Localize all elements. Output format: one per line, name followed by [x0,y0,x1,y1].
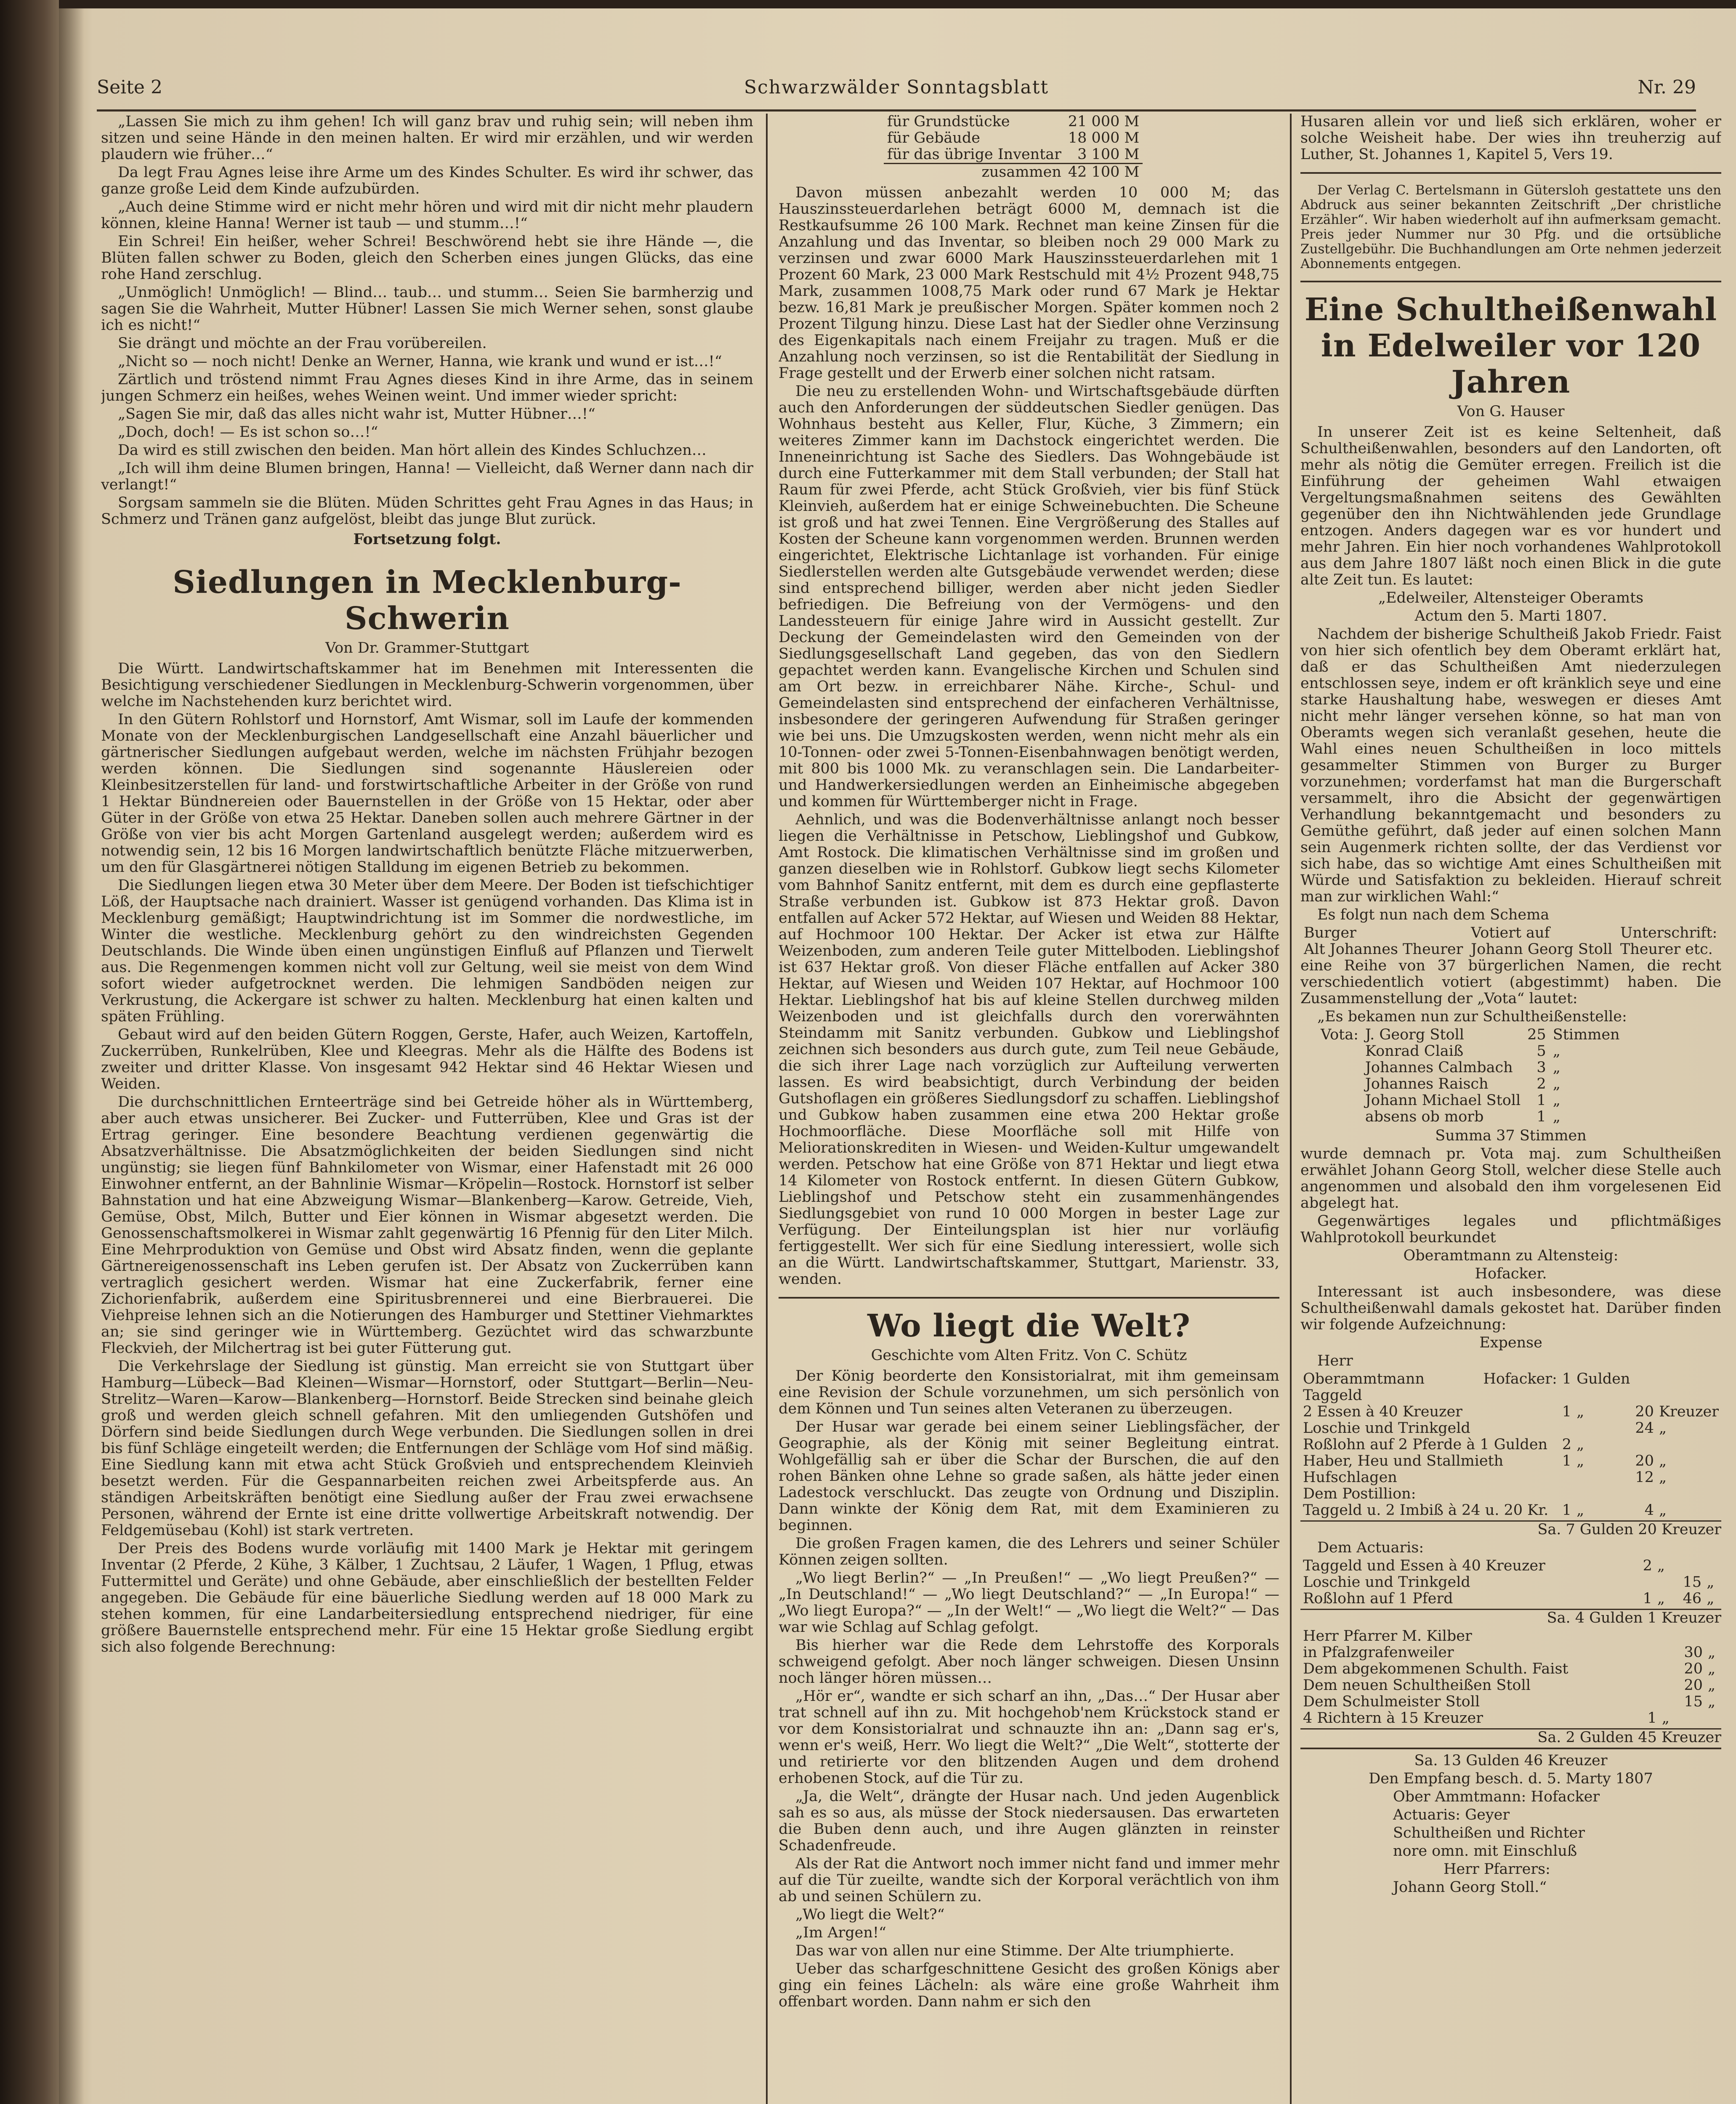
cost-gulden-unit [1655,1574,1672,1591]
table-row [1300,1644,1721,1661]
paragraph: Ein Schrei! Ein heißer, weher Schrei! Beschwörend hebt sie ihre Hände —, die Blüten fallen schwer zu Boden, gleich den Scherben eines jungen Glücks, das eine rohe Hand zerschlug. [101,233,753,283]
paragraph: Die neu zu erstellenden Wohn- und Wirtschaftsgebäude dürften auch den Anforderungen der süddeutschen Siedler genügen. Das Wohnhaus besteht aus Keller, Flur, Küche, 3 Zimmern; ein weiteres Zimmer kann im Dachstock eingerichtet werden. Die Inneneinrichtung ist Sache des Siedlers. Das Wohngebäude ist durch eine Futterkammer mit dem Stall verbunden; der Stall hat Raum für zwei Pferde, acht Stück Großvieh, vier bis fünf Stück Kleinvieh, außerdem hat er einige Schweinebuchten. Die Scheune ist groß und hat zwei Tennen. Eine Vergrößerung des Stalles auf Kosten der Scheune kann vorgenommen werden. Brunnen werden eingerichtet, Elektrische Lichtanlage ist vorhanden. Für einige Siedlerstellen werden alte Gutsgebäude verwendet werden; diese sind entsprechend billiger, werden aber nicht jeden Siedler befriedigen. Die Befreiung von der Vermögens- und den Landessteuern für einige Jahre wird in Aussicht gestellt. Zur Deckung der Gemeindelasten wird den Gemeinden von der Siedlungsgesellschaft Land gegeben, das von den Siedlern gepachtet werden kann. Evangelische Kirchen und Schulen sind am Ort bezw. in erreichbarer Nähe. Kirche-, Schul- und Gemeindelasten sind entsprechend der einfacheren Verhältnisse, insbesondere der geringeren Aufwendung für Straßen geringer wie bei uns. Die Umzugskosten werden, wenn nicht mehr als ein 10-Tonnen- oder zwei 5-Tonnen-Eisenbahnwagen benötigt werden, mit 800 bis 1000 Mk. zu veranschlagen sein. Die Landarbeiter- und Handwerkersiedlungen werden an Einheimische abgegeben und kommen für Württemberger nicht in Frage. [779,383,1279,810]
cost-gulden-unit [1659,1644,1675,1661]
schema-head: Burger [1304,924,1356,941]
signature-line: Herr Pfarrers: [1444,1861,1550,1878]
cost-kreuzer-unit: „ [1659,1469,1667,1486]
column-2 [779,114,1279,2104]
issue-number: Nr. 29 [1638,77,1696,98]
paragraph: „Doch, doch! — Es ist schon so…!“ [118,424,378,441]
cost-item: Taggeld u. 2 Imbiß à 24 u. 20 Kr. [1303,1502,1549,1519]
cost-gulden: 1 [1562,1453,1572,1469]
calc-label: für das übrige Inventar [887,146,1061,163]
schema-head: Unterschrift: [1620,924,1717,941]
paragraph: Der Preis des Bodens wurde vorläufig mit 1400 Mark je Hektar mit geringem Inventar (2 Pferde, 2 Kühe, 3 Kälber, 1 Zuchtsau, 2 Läufer, 1 Wagen, 1 Pflug, etwas Futtermittel und Geräte) und ohne Gebäude, aber einschließlich der bestellten Felder angegeben. Die Gebäude für eine bäuerliche Siedlung werden auf 18 000 Mark zu stehen kommen, für eine Landarbeitersiedlung entsprechend niedriger, für eine größere Bauernstelle entsprechend mehr. Für eine 15 Hektar große Siedlung ergibt sich also folgende Berechnung: [101,1540,753,1655]
cost-gulden-unit [1574,1486,1632,1502]
table-row [1300,1574,1721,1591]
table-row [1300,1558,1721,1574]
vote-count: 1 [1537,1092,1546,1109]
table-row [1300,1694,1721,1710]
cost-calculation-table [884,114,1143,181]
paragraph: eine Reihe von 37 bürgerlichen Namen, die recht verschiedentlich votiert (abgestimmt) haben. Die Zusammenstellung der „Vota“ lautet: [1300,957,1721,1007]
paragraph: Davon müssen anbezahlt werden 10 000 M; das Hauszinssteuerdarlehen beträgt 6000 M, demnach ist die Restkaufsumme 26 100 Mark. Rechnet man keine Zinsen für die Anzahlung und das Inventar, so bleiben noch 29 000 Mark zu verzinsen und zwar 6000 Mark Hauszinssteuerdarlehen mit 1 Prozent 60 Mark, 23 000 Mark Restschuld mit 4½ Prozent 948,75 Mark, zusammen 1008,75 Mark oder rund 67 Mark je Hektar bezw. 16,81 Mark je preußischer Morgen. Später kommen noch 2 Prozent Tilgung hinzu. Diese Last hat der Siedler ohne Verzinsung des Eigenkapitals nach einem Freijahr zu tragen. Muß er die Anzahlung noch verzinsen, so ist die Rentabilität der Siedlung in Frage gestellt und der Erwerb einer solchen nicht ratsam. [779,184,1279,382]
cost-kreuzer-unit: „ [1659,1420,1667,1437]
book-binding-edge [0,0,59,2104]
cost-gulden-unit [1659,1677,1675,1694]
table-row [1300,941,1721,958]
cost-gulden-unit [1574,1469,1632,1486]
cost-gulden [1641,1694,1659,1710]
expense-herr: Herr [1317,1352,1353,1369]
signature-line: Schultheißen und Richter [1393,1825,1585,1841]
cost-kreuzer-unit: „ [1707,1693,1716,1710]
vote-unit: Stimmen [1553,1026,1620,1043]
paragraph: In den Gütern Rohlstorf und Hornstorf, Amt Wismar, soll im Laufe der kommenden Monate von der Mecklenburgischen Landgesellschaft eine Anzahl bäuerlicher und gärtnerischer Siedlungen aufgebaut werden, welche im nächsten Frühjahr bezogen werden können. Die Siedlungen sind sogenannte Häuslereien oder Kleinbesitzerstellen für land- und forstwirtschaftliche Arbeiter in der Größe von rund 1 Hektar Bündnereien oder Bauernstellen in der Größe von 15 Hektar, oder aber Güter in der Größe von etwa 25 Hektar. Daneben sollen auch mehrere Gärtner in der Größe von vier bis acht Morgen Gartenland ausgelegt werden; außerdem wird es notwendig sein, 12 bis 16 Morgen landwirtschaftlich benützte Fläche mitzuerwerben, um den für Glasgärtnerei nötigen Stalldung im eigenen Betrieb zu bekommen. [101,711,753,876]
cost-gulden-unit: „ [1576,1453,1584,1469]
cost-kreuzer: 20 [1684,1660,1703,1677]
paragraph: „Wo liegt die Welt?“ [795,1906,945,1923]
signature-block [1300,1789,1721,1896]
table-row [1300,1371,1721,1404]
vote-count: 25 [1527,1026,1546,1043]
paragraph: „Unmöglich! Unmöglich! — Blind… taub… und stumm… Seien Sie barmherzig und sagen Sie die Wahrheit, Mutter Hübner! Lassen Sie mich Werner sehen, sonst glaube ich es nicht!“ [101,284,753,334]
cost-gulden [1560,1469,1574,1486]
paragraph: „Auch deine Stimme wird er nicht mehr hören und wird mit dir nicht mehr plaudern können, kleine Hanna! Werner ist taub — und stumm…!“ [101,199,753,232]
cost-kreuzer: 30 [1684,1644,1703,1661]
schema-cell: Theurer etc. [1620,941,1713,958]
paragraph: „Wo liegt Berlin?“ — „In Preußen!“ — „Wo liegt Preußen?“ — „In Deutschland!“ — „Wo liegt Deutschland?“ — „In Europa!“ — „Wo liegt Europa?“ — „In der Welt!“ — „Wo liegt die Welt?“ — Das war wie Schlag auf Schlag gefolgt. [779,1570,1279,1636]
vote-name: Johannes Calmbach [1365,1059,1513,1076]
paragraph: Die Siedlungen liegen etwa 30 Meter über dem Meere. Der Boden ist tiefschichtiger Löß, der Hauptsache nach drainiert. Wasser ist genügend vorhanden. Das Klima ist in Mecklenburg gemäßigt; Hauptwindrichtung ist im Sommer die nordwestliche, im Winter die westliche. Mecklenburg gehört zu den windreichsten Gegenden Deutschlands. Die Winde üben einen ungünstigen Einfluß auf Pflanzen und Tierwelt aus. Die Regenmengen kommen nicht voll zur Geltung, weil sie meist von dem Wind sofort wieder aufgetrocknet werden. Die lehmigen Sandböden neigen zur Verkrustung, die Ackergare ist schwer zu halten. Mecklenburg hat einen kalten und späten Frühling. [101,877,753,1025]
receipt-line: Den Empfang besch. d. 5. Marty 1807 [1369,1770,1653,1787]
cost-kreuzer-unit: Kreuzer [1659,1403,1719,1420]
votes-intro: „Es bekamen nun zur Schultheißenstelle: [1317,1008,1627,1025]
paragraph: Interessant ist auch insbesondere, was diese Schultheißenwahl damals gekostet hat. Darüber finden wir folgende Aufzeichnung: [1300,1283,1721,1333]
vote-name: absens ob morb [1365,1108,1484,1125]
paragraph: Zärtlich und tröstend nimmt Frau Agnes dieses Kind in ihre Arme, das in seinem jungen Schmerz ein heißes, wehes Weinen weint. Und immer wieder spricht: [101,371,753,404]
table-row [1300,1661,1721,1677]
paragraph: Sorgsam sammeln sie die Blüten. Müden Schrittes geht Frau Agnes in das Haus; in Schmerz und Tränen ganz aufgelöst, bleibt das junge Blut zurück. [101,494,753,528]
calc-total-value: 42 100 M [1068,164,1140,181]
paragraph: Das war von allen nur eine Stimme. Der Alte triumphierte. [795,1942,1234,1959]
calc-label: für Grundstücke [887,114,1010,130]
vote-name: Johannes Raisch [1365,1076,1489,1092]
paragraph: Der König beorderte den Konsistorialrat, mit ihm gemeinsam eine Revision der Schule vorzunehmen, um sich persönlich von dem Können und Tun seines alten Veteranen zu überzeugen. [779,1368,1279,1417]
cost-gulden [1641,1628,1659,1644]
paragraph: Da wird es still zwischen den beiden. Man hört allein des Kindes Schluchzen… [118,442,707,459]
masthead-title: Schwarzwälder Sonntagsblatt [744,77,1049,98]
cost-gulden [1560,1420,1574,1437]
expense-table-1 [1300,1371,1721,1519]
cost-kreuzer: 20 [1635,1453,1654,1469]
signature-line: Johann Georg Stoll.“ [1393,1879,1547,1896]
cost-kreuzer [1632,1486,1656,1502]
cost-kreuzer: 15 [1684,1693,1703,1710]
table-row [1317,1027,1623,1043]
table-row [1300,1453,1721,1469]
vote-count: 5 [1537,1043,1546,1060]
article-title-wo-liegt-die-welt: Wo liegt die Welt? [867,1308,1191,1344]
cost-gulden: 2 [1643,1557,1652,1574]
paragraph: Ueber das scharfgeschnittene Gesicht des großen Königs aber ging ein feines Lächeln: als wäre eine große Wahrheit ihm offenbart worden. Dann nahm er sich den [779,1961,1279,2010]
cost-item: Loschie und Trinkgeld [1303,1574,1470,1591]
paragraph: „Sagen Sie mir, daß das alles nicht wahr ist, Mutter Hübner…!“ [118,406,596,422]
cost-item: Dem Schulmeister Stoll [1303,1693,1480,1710]
section-rule [779,1297,1279,1299]
grand-total: Sa. 13 Gulden 46 Kreuzer [1300,1748,1721,1769]
cost-kreuzer [1675,1710,1705,1727]
table-row-total [884,164,1143,181]
table-row [1300,1502,1721,1519]
cost-gulden-unit [1659,1628,1675,1644]
paragraph: „Lassen Sie mich zu ihm gehen! Ich will ganz brav und ruhig sein; will neben ihm sitzen und seine Hände in den meinen halten. Er wird mir erzählen, und wir werden plaudern wie früher…“ [101,114,753,163]
cost-kreuzer-unit [1705,1710,1721,1727]
cost-kreuzer-unit: „ [1659,1502,1667,1519]
cost-kreuzer-unit [1704,1558,1721,1574]
cost-item: Dem Postillion: [1303,1485,1416,1502]
table-row [1300,1710,1721,1727]
signature-line: nore omn. mit Einschluß [1393,1843,1577,1860]
paragraph: Husaren allein vor und ließ sich erklären, woher er solche Weisheit habe. Der wies ihn treuherzig auf Luther, St. Johannes 1, Kapitel 5, Vers 19. [1300,114,1721,163]
calc-label: für Gebäude [887,130,980,146]
byline: Geschichte vom Alten Fritz. Von C. Schütz [871,1347,1187,1364]
cost-item: Hufschlagen [1303,1469,1397,1486]
table-row [1317,1043,1623,1060]
cost-gulden [1560,1486,1574,1502]
paragraph: Gebaut wird auf den beiden Gütern Roggen, Gerste, Hafer, auch Weizen, Kartoffeln, Zuckerrüben, Runkelrüben, Klee und Kleegras. Mehr als die Hälfte des Bodens ist zweiter und dritter Klasse. Von insgesamt 942 Hektar sind 46 Hektar Wiesen und Weiden. [101,1026,753,1092]
calc-value: 21 000 M [1068,114,1140,130]
table-row [1300,1486,1721,1502]
cost-kreuzer: 15 [1683,1574,1702,1591]
byline: Von G. Hauser [1457,403,1565,420]
schema-cell: Alt Johannes Theurer [1304,941,1463,958]
vote-unit: „ [1553,1108,1561,1125]
vote-name: J. Georg Stoll [1365,1026,1464,1043]
protocol-text: Nachdem der bisherige Schultheiß Jakob Friedr. Faist von hier sich ofentlich bey dem Oberamt erklärt hat, daß er das Schultheißen Amt niederzulegen entschlossen seye, indem er oft kränklich seye und eine starke Haushaltung habe, weswegen er dieses Amt nicht mehr länger versehen könne, so hat man von Oberamts wegen sich veranlaßt gesehen, heute die Wahl eines neuen Schultheißen in loco mittels gesammelter Stimmen von Burger zu Burger vorzunehmen; vorderfamst hat man die Burgerschaft versammelt, ihro die Absicht der gegenwärtigen Verhandlung bekanntgemacht und besonders zu Gemüthe geführt, daß jeder auf einen solchen Mann sein Augenmerk richten sollte, der das Verdienst vor sich habe, das so wichtige Amt eines Schultheißen mit Würde und Satisfaktion zu bekleiden. Hierauf schreit man zur wirklichen Wahl:“ [1300,626,1721,905]
schema-cell: Johann Georg Stoll [1471,941,1613,958]
vote-unit: „ [1553,1076,1561,1092]
cost-kreuzer: 4 [1644,1502,1654,1519]
cost-kreuzer-unit: „ [1659,1453,1667,1469]
cost-gulden [1641,1644,1659,1661]
column-divider [1290,114,1292,2104]
cost-gulden-unit: „ [1657,1590,1665,1607]
article-title-siedlungen: Siedlungen in Mecklenburg-Schwerin [173,564,682,637]
continued-note: Fortsetzung folgt. [353,531,501,548]
table-row [1317,1060,1623,1076]
signer: Hofacker. [1475,1265,1547,1282]
byline: Von Dr. Grammer-Stuttgart [325,640,529,656]
vote-count: 3 [1537,1059,1546,1076]
subtotal: Sa. 4 Gulden 1 Kreuzer [1300,1609,1721,1626]
vote-unit: „ [1553,1059,1561,1076]
cost-gulden: 2 [1562,1436,1572,1453]
subtotal: Sa. 2 Gulden 45 Kreuzer [1300,1728,1721,1746]
cost-gulden: 1 [1562,1371,1572,1387]
cost-item: 4 Richtern à 15 Kreuzer [1303,1710,1483,1727]
schema-table [1300,925,1721,958]
cost-item: Haber, Heu und Stallmieth [1303,1453,1504,1469]
expense-table-2 [1300,1558,1721,1607]
table-row [1300,1591,1721,1607]
paragraph: Gegenwärtiges legales und pflichtmäßiges Wahlprotokoll beurkundet [1300,1213,1721,1246]
cost-kreuzer-unit [1656,1371,1721,1404]
cost-gulden-unit: Gulden [1576,1371,1630,1387]
paragraph: Da legt Frau Agnes leise ihre Arme um des Kindes Schulter. Es wird ihr schwer, das ganze große Leid dem Kinde aufzubürden. [101,164,753,197]
table-row [1300,1420,1721,1437]
cost-item: 2 Essen à 40 Kreuzer [1303,1403,1462,1420]
story-continuation [101,114,753,547]
vote-count: 1 [1537,1108,1546,1125]
cost-kreuzer-unit [1656,1437,1721,1453]
table-row [1300,1437,1721,1453]
paragraph: Der Husar war gerade bei einem seiner Lieblingsfächer, der Geographie, als der König mit seiner Begleitung eintrat. Wohlgefällig sah er über die Schar der Burschen, die auf den rohen Bänken ohne Lehne so grade saßen, als hätte jeder einen Ladestock verschluckt. Das zeugte von Ordnung und Disziplin. Dann winkte der König dem Rat, mit dem Examinieren zu beginnen. [779,1419,1279,1534]
table-row [884,130,1143,146]
cost-kreuzer-unit: „ [1707,1590,1715,1607]
cost-gulden-unit [1574,1420,1632,1437]
cost-item: in Pfalzgrafenweiler [1303,1644,1454,1661]
cost-gulden: 1 [1562,1502,1572,1519]
cost-gulden-unit: „ [1576,1436,1584,1453]
section-rule [1300,281,1721,282]
cost-kreuzer: 12 [1635,1469,1654,1486]
calc-value: 18 000 M [1068,130,1140,146]
table-row [1300,1677,1721,1694]
cost-gulden-unit: „ [1662,1710,1670,1727]
page-number: Seite 2 [97,77,162,98]
cost-kreuzer-unit: „ [1707,1574,1715,1591]
cost-gulden-unit [1659,1661,1675,1677]
table-row [1317,1092,1623,1109]
column-1 [101,114,753,2100]
cost-gulden-unit: „ [1576,1403,1584,1420]
table-row [1300,1404,1721,1420]
cost-gulden-unit [1659,1694,1675,1710]
signature-line: Actuaris: Geyer [1393,1806,1510,1823]
paragraph: „Im Argen!“ [795,1924,886,1941]
paragraph: „Ich will ihm deine Blumen bringen, Hanna! — Vielleicht, daß Werner dann nach dir verlangt!“ [101,460,753,493]
cost-kreuzer: 20 [1684,1677,1703,1694]
table-row [884,114,1143,130]
cost-gulden-unit: „ [1657,1557,1665,1574]
cost-gulden-unit: „ [1576,1502,1584,1519]
publisher-note: Der Verlag C. Bertelsmann in Gütersloh gestattete uns den Abdruck aus seiner bekannten Zeitschrift „Der christliche Erzähler“. Wir haben wiederholt auf ihn aufmerksam gemacht. Preis jeder Nummer nur 30 Pfg. und die ortsübliche Zustellgebühr. Die Buchhandlungen am Orte nehmen jederzeit Abonnements entgegen. [1300,183,1721,271]
cost-item: Taggeld und Essen à 40 Kreuzer [1303,1557,1545,1574]
cost-gulden [1641,1661,1659,1677]
paragraph: Die Verkehrslage der Siedlung ist günstig. Man erreicht sie von Stuttgart über Hamburg—Lübeck—Bad Kleinen—Wismar—Hornstorf, oder Stuttgart—Berlin—Neu-Strelitz—Waren—Karow—Blankenberg—Hornstorf. Beide Strecken sind beinahe gleich groß und werden gleich schnell gefahren. Mit den umliegenden Gutshöfen und Dörfern sind beide Siedlungen durch Wege verbunden. Die Siedlungen sollen in drei bis fünf Schläge eingeteilt werden; die Entfernungen der Schläge vom Hof sind mäßig. Eine Siedlung kann mit etwa acht Stück Großvieh und entsprechendem Kleinvieh besetzt werden. Für die Gespannarbeiten reichen zwei Arbeitspferde aus. An ständigen Arbeitskräften benötigt eine Siedlung außer der Frau zwei erwachsene Personen, während der Ernte ist eine dritte vollwertige Arbeitskraft notwendig. Der Feldgemüsebau (Kohl) ist stark vertreten. [101,1358,753,1539]
cost-kreuzer-unit: „ [1707,1644,1716,1661]
paragraph: „Hör er“, wandte er sich scharf an ihn, „Das…“ Der Husar aber trat schnell auf ihn zu. Mit hochgehob'nem Krückstock stand er vor dem Konsistorialrat und schnauzte ihn an: „Dann sag er's, wenn er's weiß, Herr. Wo liegt die Welt?“ „Die Welt“, stotterte der und retirierte vor den blitzenden Augen und dem drohend erhobenen Stock, auf die Tür zu. [779,1688,1279,1787]
cost-kreuzer: 20 [1635,1403,1654,1420]
gutter-shadow [59,8,84,2104]
cost-kreuzer: 24 [1635,1420,1654,1437]
votes-label: Vota: [1321,1026,1358,1043]
cost-kreuzer [1632,1437,1656,1453]
cost-gulden [1635,1574,1655,1591]
actuar-heading: Dem Actuaris: [1317,1539,1424,1556]
paragraph: Sie drängt und möchte an der Frau vorübereilen. [118,335,487,352]
cost-item: Roßlohn auf 2 Pferde à 1 Gulden [1303,1436,1548,1453]
cost-item: Oberammtmann Hofacker: Taggeld [1303,1371,1557,1404]
cost-item: Herr Pfarrer M. Kilber [1303,1628,1472,1644]
election-result: wurde demnach pr. Vota maj. zum Schultheißen erwählet Johann Georg Stoll, welcher diese Stelle auch angenommen und alsobald den ihm vorgelesenen Eid abgelegt hat. [1300,1145,1721,1211]
table-row [1317,1076,1623,1092]
cost-kreuzer [1632,1371,1656,1404]
calc-value: 3 100 M [1077,146,1140,163]
expense-title: Expense [1479,1334,1542,1351]
cost-gulden [1641,1677,1659,1694]
paragraph: Als der Rat die Antwort noch immer nicht fand und immer mehr auf die Tür zueilte, wandte sich der Korporal verächtlich von ihm ab und seinen Schülern zu. [779,1855,1279,1905]
column-divider [766,114,768,2104]
cost-gulden: 1 [1643,1590,1652,1607]
vote-unit: „ [1553,1092,1561,1109]
signer: Oberamtmann zu Altensteig: [1403,1247,1619,1264]
table-row [1300,1628,1721,1644]
paragraph: Die großen Fragen kamen, die des Lehrers und seiner Schüler Können zeigen sollten. [779,1535,1279,1568]
votes-sum: Summa 37 Stimmen [1435,1127,1587,1144]
paragraph: „Nicht so — noch nicht! Denke an Werner, Hanna, wie krank und wund er ist…!“ [118,353,722,370]
vote-name: Konrad Claiß [1365,1043,1464,1060]
cost-item: Roßlohn auf 1 Pferd [1303,1590,1453,1607]
section-rule [1300,172,1721,174]
protocol-date: Actum den 5. Marti 1807. [1414,608,1607,624]
paragraph: Die durchschnittlichen Ernteerträge sind bei Getreide höher als in Württemberg, aber auch etwas unsicherer. Bei Zucker- und Futterrüben, Klee und Gras ist der Ertrag geringer. Eine besondere Beachtung verdienen gegenwärtig die Absatzverhältnisse. Die Absatzmöglichkeiten der beiden Siedlungen sind nicht ungünstig; sie liegen fünf Bahnkilometer von Wismar, einer Hafenstadt mit 26 000 Einwohner entfernt, an der Bahnlinie Wismar—Kröpelin—Rostock. Hornstorf ist selber Bahnstation und hat eine Abzweigung Wismar—Blankenberg—Karow. Getreide, Vieh, Gemüse, Obst, Milch, Butter und Eier können in Wismar abgesetzt werden. Die Genossenschaftsmolkerei in Wismar zahlt gegenwärtig 16 Pfennig für den Liter Milch. Eine Mehrproduktion von Gemüse und Obst wird Absatz finden, wenn die geplante Gärtnereigenossenschaft ins Leben gerufen ist. Der Absatz von Zuckerrüben kann vertraglich gesichert werden. Wismar hat eine Zuckerfabrik, ferner eine Zichorienfabrik, außerdem eine Spiritusbrennerei und eine Bierbrauerei. Die Viehpreise lehnen sich an die Notierungen des Hamburger und Stettiner Viehmarktes an; sie sind geringer wie in Württemberg. Gezüchtet wird das schwarzbunte Fleckvieh, der Milchertrag ist bei guter Fütterung gut. [101,1094,753,1357]
newspaper-page [59,8,1736,2104]
expense-table-3 [1300,1628,1721,1727]
table-row [1300,1469,1721,1486]
article-title-schultheissenwahl: Eine Schultheißenwahl in Edelweiler vor 120 Jahren [1304,292,1717,400]
subtotal: Sa. 7 Gulden 20 Kreuzer [1300,1520,1721,1538]
cost-gulden: 1 [1647,1710,1657,1727]
page-header [97,72,1696,112]
cost-item: Dem neuen Schultheißen Stoll [1303,1677,1531,1694]
vote-unit: „ [1553,1043,1561,1060]
column-3 [1300,114,1721,2007]
paragraph: Bis hierher war die Rede dem Lehrstoffe des Korporals schweigend gefolgt. Aber noch länger schweigen. Diesen Unsinn noch länger hören müssen… [779,1637,1279,1687]
protocol-place: „Edelweiler, Altensteiger Oberamts [1378,590,1644,606]
schema-head: Votiert auf [1471,924,1550,941]
cost-item: Loschie und Trinkgeld [1303,1420,1470,1437]
cost-kreuzer-unit: „ [1707,1677,1716,1694]
cost-kreuzer [1672,1558,1704,1574]
cost-kreuzer-unit [1705,1628,1721,1644]
table-row [1300,925,1721,941]
paragraph: In unserer Zeit ist es keine Seltenheit, daß Schultheißenwahlen, besonders auf den Landorten, oft mehr als nötig die Gemüter erregen. Freilich ist die Einführung der geheimen Wahl etwaigen Vergeltungsmaßnahmen seitens des Gewählten gegenüber den ihn Nichtwählenden jede Grundlage entzogen. Anders dagegen war es vor hundert und mehr Jahren. Ein hier noch vorhandenes Wahlprotokoll aus dem Jahre 1807 läßt noch einen Blick in die gute alte Zeit tun. Es lautet: [1300,424,1721,588]
cost-kreuzer [1675,1628,1705,1644]
calc-total-label: zusammen [981,164,1061,181]
cost-kreuzer-unit: „ [1707,1660,1716,1677]
paragraph: Die Württ. Landwirtschaftskammer hat im Benehmen mit Interessenten die Besichtigung verschiedener Siedlungen in Mecklenburg-Schwerin vorgenommen, über welche im Nachstehenden kurz berichtet wird. [101,660,753,710]
signature-line: Ober Ammtmann: Hofacker [1393,1788,1600,1805]
paragraph: „Ja, die Welt“, drängte der Husar nach. Und jeden Augenblick sah es so aus, als müsse der Stock niedersausen. Das erwarteten die Buben denn auch, und ihre Augen glänzten in reinster Schadenfreude. [779,1788,1279,1854]
cost-gulden: 1 [1562,1403,1572,1420]
cost-kreuzer-unit [1656,1486,1721,1502]
table-row [884,146,1143,164]
cost-kreuzer: 46 [1683,1590,1702,1607]
vote-count: 2 [1537,1076,1546,1092]
paragraph: Aehnlich, und was die Bodenverhältnisse anlangt noch besser liegen die Verhältnisse in Petschow, Lieblingshof und Gubkow, Amt Rostock. Die klimatischen Verhältnisse sind im großen und ganzen dieselben wie in Rohlstorf. Gubkow liegt sechs Kilometer vom Bahnhof Sanitz entfernt, mit dem es durch eine gepflasterte Straße verbunden ist. Gubkow ist 873 Hektar groß. Davon entfallen auf Acker 572 Hektar, auf Wiesen und Weiden 88 Hektar, auf Hochmoor 100 Hektar. Der Acker ist etwa zur Hälfte Weizenboden, zum anderen Teile guter Mittelboden. Lieblingshof ist 637 Hektar groß. Von dieser Fläche entfallen auf Acker 380 Hektar, auf Wiesen und Weiden 107 Hektar, auf Hochmoor 100 Hektar. Lieblingshof hat bis auf kleine Stellen durchweg milden Weizenboden und ist gleichfalls durch den vorerwähnten Steindamm mit Sanitz verbunden. Gubkow und Lieblingshof zeichnen sich besonders aus durch gute, zum Teil neue Gebäude, die sich ihrer Lage nach vorzüglich zur Aufteilung verwerten lassen. Es wird beabsichtigt, durch Verbindung der beiden Gutshoflagen ein größeres Siedlungsdorf zu schaffen. Lieblingshof und Gubkow haben zusammen eine etwa 200 Hektar große Hochmoorfläche. Diese Moorfläche soll mit Hilfe von Meliorationskrediten in Wiesen- und Weiden-Kultur umgewandelt werden. Petschow hat eine Größe von 871 Hektar und liegt etwa 14 Kilometer von Rostock entfernt. In diesen Gütern Gubkow, Lieblingshof und Petschow steht ein zusammenhängendes Siedlungsgebiet von rund 10 000 Morgen in bester Lage zur Verfügung. Der Einteilungsplan ist hier nur vorläufig fertiggestellt. Wer sich für eine Siedlung interessiert, wolle sich an die Württ. Landwirtschaftskammer, Stuttgart, Marienstr. 33, wenden. [779,811,1279,1288]
votes-table [1317,1027,1623,1125]
table-row [1317,1109,1623,1125]
cost-item: Dem abgekommenen Schulth. Faist [1303,1660,1569,1677]
vote-name: Johann Michael Stoll [1365,1092,1521,1109]
schema-intro: Es folgt nun nach dem Schema [1317,906,1550,923]
